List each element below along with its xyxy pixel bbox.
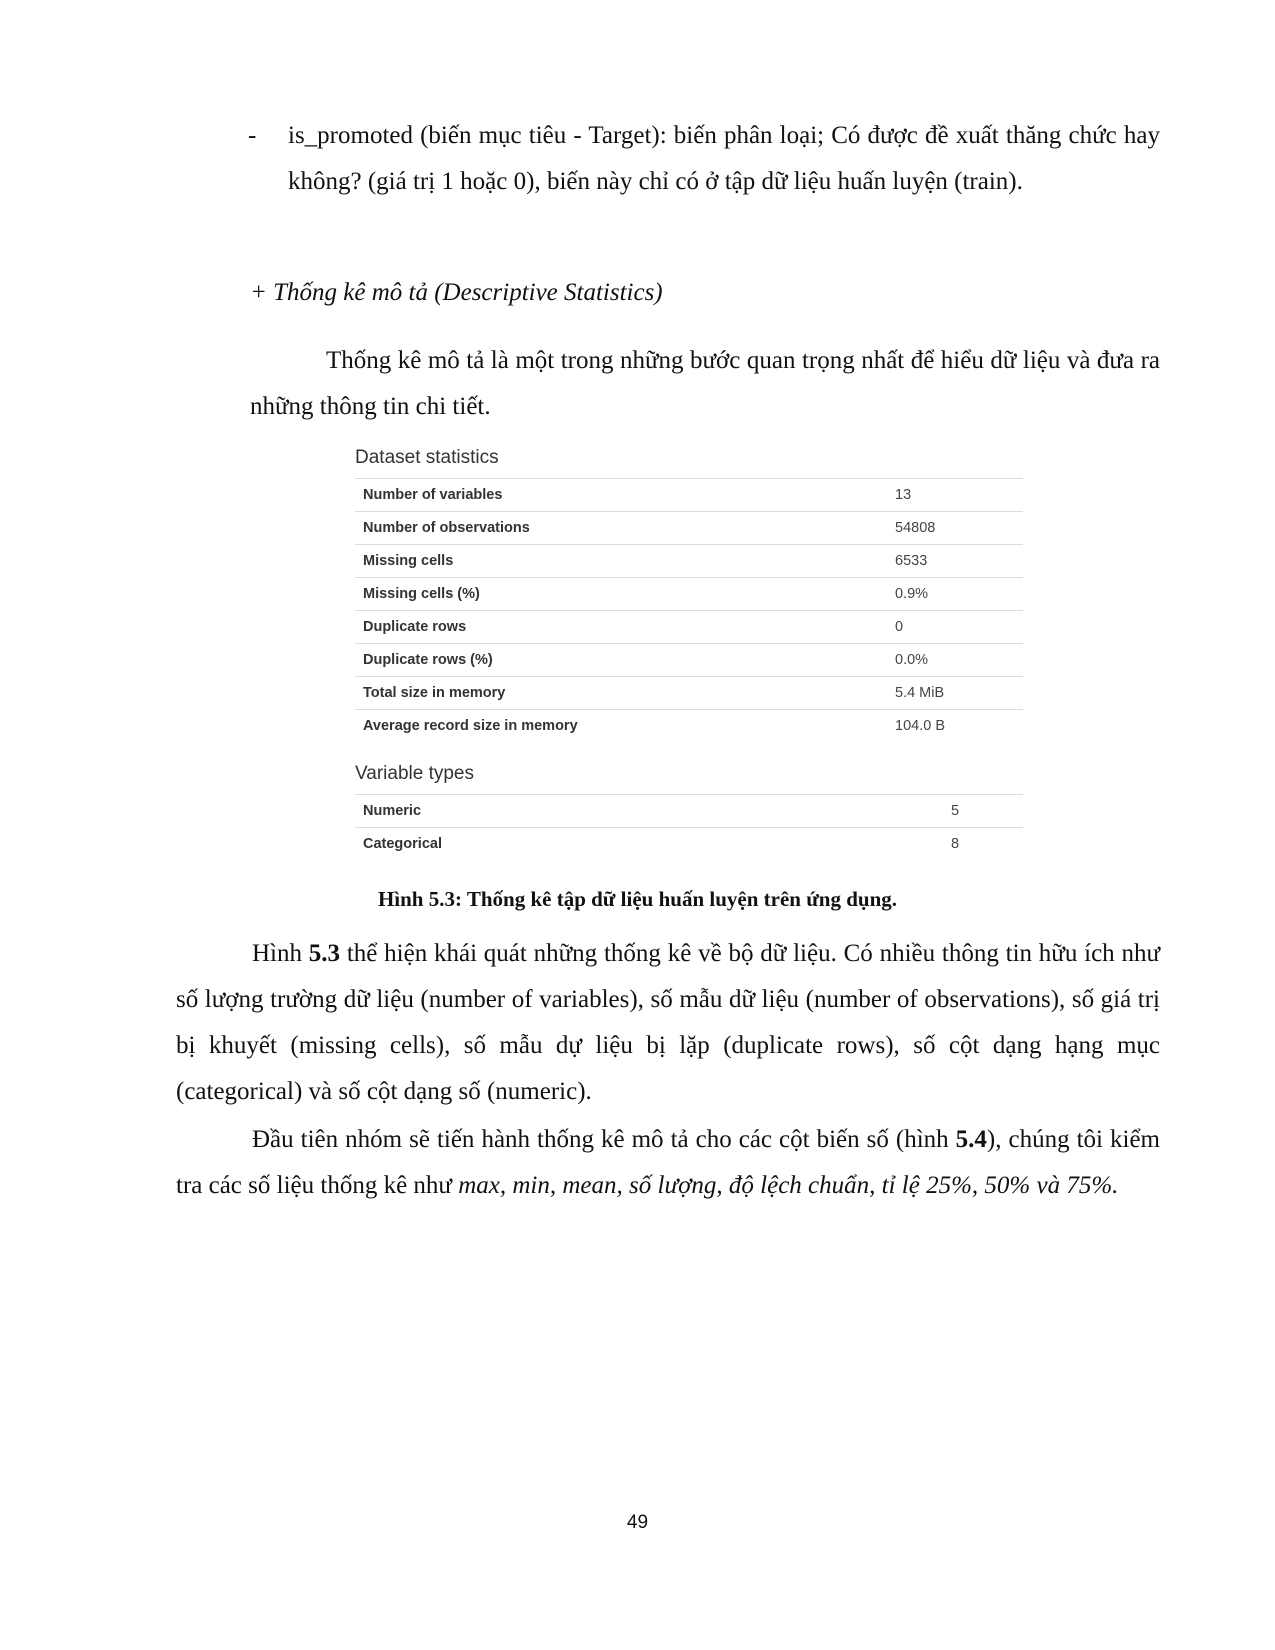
stat-label: Duplicate rows (%): [363, 652, 493, 668]
table-row: [355, 544, 1023, 577]
variable-type-label: Categorical: [363, 836, 442, 852]
body-paragraph-2: [176, 1117, 1160, 1209]
table-row: [355, 709, 1023, 742]
table-row: [355, 610, 1023, 643]
stat-label: Missing cells: [363, 553, 454, 569]
stat-value: 0: [895, 619, 904, 635]
table-row: [355, 794, 1023, 827]
stat-value: 54808: [895, 520, 936, 536]
variable-type-count: 5: [950, 803, 960, 819]
variable-types-table: [355, 794, 1023, 860]
table-row: [355, 643, 1023, 676]
stat-value: 5.4 MiB: [895, 685, 945, 701]
body-paragraph-1: [176, 931, 1160, 1115]
stat-label: Total size in memory: [363, 685, 506, 701]
text-run: Hình: [252, 940, 309, 967]
stat-value: 13: [895, 487, 912, 503]
stat-value: 6533: [895, 553, 928, 569]
bullet-dash: -: [248, 122, 257, 149]
page-number: 49: [626, 1512, 649, 1533]
stat-value: 0.0%: [895, 652, 929, 668]
figure-reference: 5.4: [955, 1126, 987, 1153]
stat-label: Average record size in memory: [363, 718, 578, 734]
variable-types-title: Variable types: [355, 763, 474, 784]
dataset-statistics-figure: [355, 438, 1023, 860]
text-run: thể hiện khái quát những thống kê về bộ dữ liệu. Có nhiều thông tin hữu ích như số lượng trường dữ liệu (number of variables), số mẫu dữ liệu (number of observations), số giá trị bị khuyết (missing cells), số mẫu dự liệu bị lặp (duplicate rows), số cột dạng hạng mục (categorical) và số cột dạng số (numeric).: [176, 940, 1161, 1105]
dataset-statistics-table: [355, 478, 1023, 742]
figure-reference: 5.3: [308, 940, 341, 967]
table-row: [355, 676, 1023, 709]
stat-label: Missing cells (%): [363, 586, 480, 602]
stat-label: Duplicate rows: [363, 619, 467, 635]
section-heading: + Thống kê mô tả (Descriptive Statistics): [250, 279, 663, 306]
table-row: [355, 478, 1023, 511]
table-row: [355, 511, 1023, 544]
stat-label: Number of observations: [363, 520, 530, 536]
variable-type-count: 8: [950, 836, 960, 852]
variable-type-label: Numeric: [363, 803, 422, 819]
intro-paragraph: Thống kê mô tả là một trong những bước quan trọng nhất để hiểu dữ liệu và đưa ra những thông tin chi tiết.: [250, 347, 1160, 420]
bullet-paragraph: is_promoted (biến mục tiêu - Target): biến phân loại; Có được đề xuất thăng chức hay không? (giá trị 1 hoặc 0), biến này chỉ có ở tập dữ liệu huấn luyện (train).: [288, 122, 1160, 195]
text-run: ), chúng tôi kiểm tra các số liệu thống kê như: [176, 1126, 1160, 1199]
stat-value: 0.9%: [895, 586, 929, 602]
table-row: [355, 827, 1023, 860]
text-run: Đầu tiên nhóm sẽ tiến hành thống kê mô tả cho các cột biến số (hình: [252, 1126, 956, 1153]
italic-text-run: max, min, mean, số lượng, độ lệch chuẩn, tỉ lệ 25%, 50% và 75%.: [458, 1172, 1119, 1199]
stat-value: 104.0 B: [895, 718, 945, 734]
table-row: [355, 577, 1023, 610]
dataset-statistics-title: Dataset statistics: [355, 447, 499, 468]
stat-label: Number of variables: [363, 487, 503, 503]
figure-caption: Hình 5.3: Thống kê tập dữ liệu huấn luyện trên ứng dụng.: [377, 887, 898, 911]
